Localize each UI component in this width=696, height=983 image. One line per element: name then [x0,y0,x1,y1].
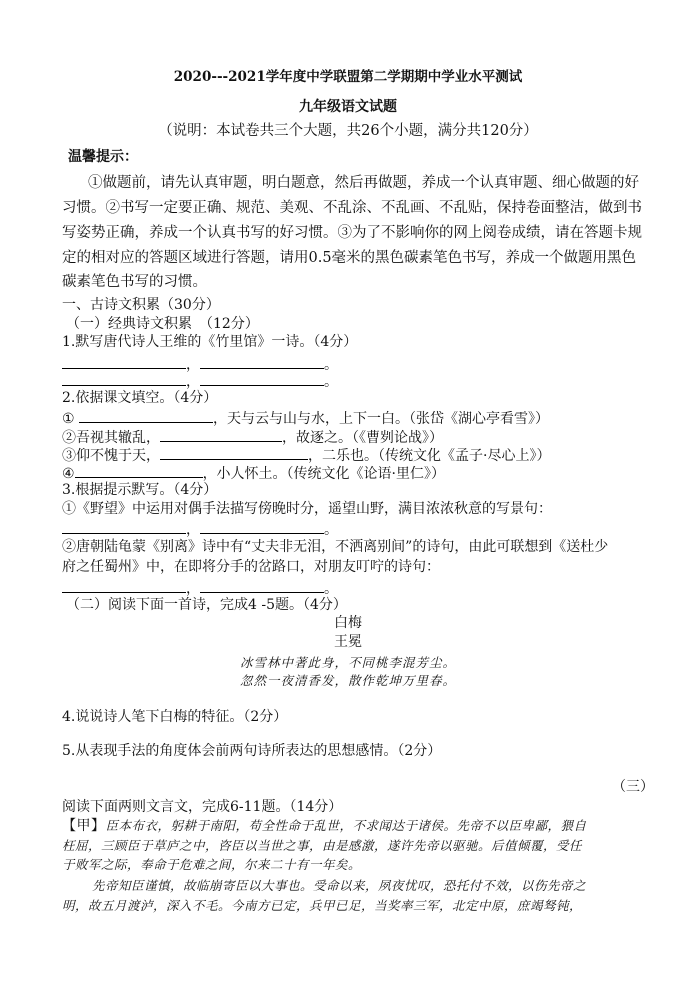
exam-title: 2020---2021学年度中学联盟第二学期期中学业水平测试 [173,69,523,85]
answer-blank[interactable] [79,408,213,423]
q3-item-2-line-1: ②唐朝陆龟蒙《别离》诗中有“丈夫非无泪，不洒离别间”的诗句，由此可联想到《送杜少 [62,539,609,555]
answer-blank[interactable] [62,354,186,369]
answer-blank[interactable] [200,578,324,593]
poem-title: 白梅 [334,615,362,631]
passage-jia-line-1 [62,817,587,835]
item-prefix: ① [62,411,75,427]
q2-item-1 [62,408,549,428]
q2-item-4 [62,463,445,483]
q1-answer-row-1: ， 。 [62,354,338,374]
q3-item-1: ①《野望》中运用对偶手法描写傍晚时分，遥望山野，满目浓浓秋意的写景句： [62,501,552,517]
poem-author: 王冕 [334,634,362,650]
q3-item-2-answer: ， 。 [62,578,338,598]
answer-blank[interactable] [75,463,203,478]
part-3-label: （三） [612,779,654,795]
poem-line-1: 冰雪林中著此身，不同桃李混芳尘。 [239,655,456,670]
tips-line-1: ①做题前，请先认真审题，明白题意，然后再做题，养成一个认真审题、细心做题的好 [88,175,639,191]
question-3: 3.根据提示默写。（4分） [62,482,218,498]
tips-heading: 温馨提示： [68,149,138,165]
passage-jia-line-4: 先帝知臣谨慎，故临崩寄臣以大事也。受命以来，夙夜忧叹，恐托付不效，以伤先帝之 [92,878,587,893]
answer-blank[interactable] [62,578,186,593]
question-2: 2.依据课文填空。（4分） [62,390,218,406]
part-2-heading: （二）阅读下面一首诗，完成4 -5题。（4分） [66,597,347,613]
item-suffix: ，二乐也。（传统文化《孟子·尽心上》） [308,448,551,464]
passage-jia-line-5: 明，故五月渡泸，深入不毛。今南方已定，兵甲已足，当奖率三军，北定中原，庶竭驽钝， [62,898,583,913]
question-4: 4.说说诗人笔下白梅的特征。（2分） [62,709,288,725]
answer-blank[interactable] [160,445,308,460]
answer-blank[interactable] [160,427,282,442]
item-suffix: ，小人怀土。（传统文化《论语·里仁》） [202,466,446,482]
passage-jia-line-3: 于败军之际，奉命于危难之间，尔来二十有一年矣。 [62,857,362,872]
poem-line-2: 忽然一夜清香发，散作乾坤万里春。 [239,673,456,688]
q3-item-2-line-2: 府之任蜀州》中，在即将分手的岔路口，对朋友叮咛的诗句： [62,559,440,575]
tips-line-5: 碳素笔色书写的习惯。 [62,274,207,290]
item-suffix: ，故逐之。（《曹刿论战》） [282,430,443,446]
passage-label: 【甲】 [62,818,106,834]
question-1: 1.默写唐代诗人王维的《竹里馆》一诗。（4分） [62,334,358,350]
part-1-heading: （一）经典诗文积累 （12分） [66,316,259,332]
item-prefix: ②吾视其辙乱， [62,430,160,446]
tips-line-4: 定的相对应的答题区域进行答题，请用0.5毫米的黑色碳素笔色书写，养成一个做题用黑色 [62,250,637,266]
answer-blank[interactable] [62,371,186,386]
answer-blank[interactable] [62,519,186,534]
answer-blank[interactable] [200,371,324,386]
item-suffix: ，天与云与山与水，上下一白。（张岱《湖心亭看雪》） [213,411,550,427]
tips-line-2: 习惯。②书写一定要正确、规范、美观、不乱涂、不乱画、不乱贴，保持卷面整洁，做到书 [62,200,642,216]
passage-text: 臣本布衣，躬耕于南阳，苟全性命于乱世，不求闻达于诸侯。先帝不以臣卑鄙，猥自 [105,818,587,833]
tips-line-3: 写姿势正确，养成一个认真书写的好习惯。③为了不影响你的网上阅卷成绩，请在答题卡规 [62,225,642,241]
question-5: 5.从表现手法的角度体会前两句诗所表达的思想感情。（2分） [62,743,442,759]
q1-answer-row-2: ， 。 [62,371,338,391]
exam-subtitle: 九年级语文试题 [299,99,397,115]
q3-item-1-answer: ， 。 [62,519,338,539]
item-prefix: ③仰不愧于天， [62,448,160,464]
part-3-heading: 阅读下面两则文言文，完成6-11题。（14分） [62,799,343,815]
answer-blank[interactable] [200,354,324,369]
item-prefix: ④ [62,466,75,482]
q2-item-2 [62,427,443,447]
section-heading: 一、古诗文积累（30分） [62,297,220,313]
passage-jia-line-2: 枉屈，三顾臣于草庐之中，咨臣以当世之事，由是感激，遂许先帝以驱驰。后值倾覆，受任 [62,838,583,853]
answer-blank[interactable] [200,519,324,534]
exam-note: （说明：本试卷共三个大题，共26个小题，满分共120分） [158,123,538,139]
q2-item-3 [62,445,550,465]
